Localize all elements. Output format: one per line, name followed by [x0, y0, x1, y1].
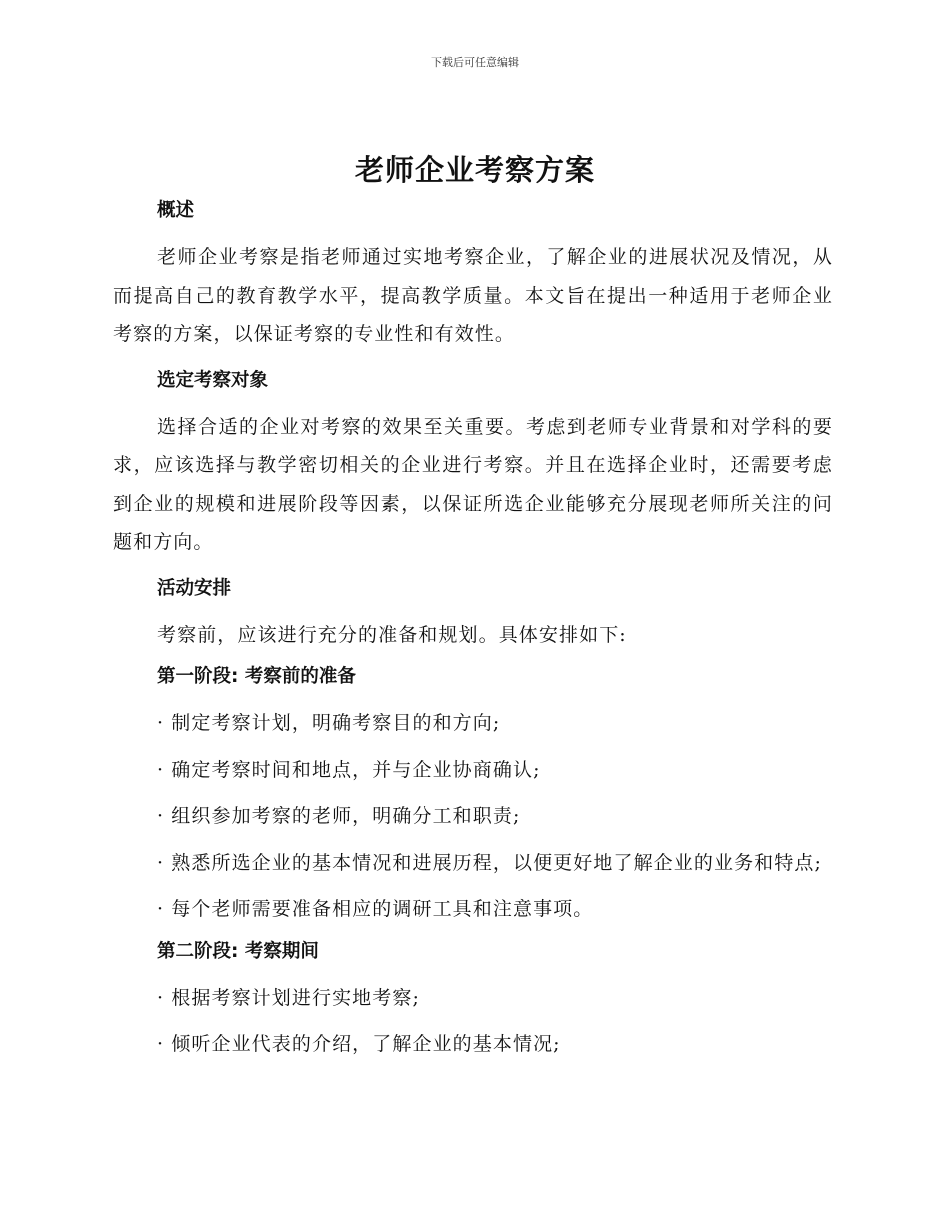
section-heading-stage2: 第二阶段: 考察期间: [157, 940, 319, 962]
section-heading-selection: 选定考察对象: [157, 369, 269, 391]
overview-paragraph: 老师企业考察是指老师通过实地考察企业，了解企业的进展状况及情况，从而提高自己的教育教学水平，提高教学质量。本文旨在提出一种适用于老师企业考察的方案，以保证考察的专业性和有效性。: [113, 246, 833, 345]
document-title: 老师企业考察方案: [354, 153, 595, 187]
section-heading-overview: 概述: [157, 200, 195, 221]
selection-paragraph: 选择合适的企业对考察的效果至关重要。考虑到老师专业背景和对学科的要求，应该选择与教学密切相关的企业进行考察。并且在选择企业时，还需要考虑到企业的规模和进展阶段等因素，以保证所选企业能够充分展现老师所关注的问题和方向。: [113, 415, 833, 553]
document-body: [113, 196, 833, 1072]
header-note: 下载后可任意编辑: [431, 56, 519, 69]
section-heading-activities: 活动安排: [157, 577, 232, 599]
list-item: · 熟悉所选企业的基本情况和进展历程，以便更好地了解企业的业务和特点;: [157, 851, 822, 874]
list-item: · 确定考察时间和地点，并与企业协商确认;: [157, 758, 541, 781]
list-item: · 制定考察计划，明确考察目的和方向;: [157, 712, 501, 734]
section-heading-stage1: 第一阶段: 考察前的准备: [157, 666, 356, 687]
list-item: · 每个老师需要准备相应的调研工具和注意事项。: [157, 898, 594, 920]
list-item: · 组织参加考察的老师，明确分工和职责;: [157, 805, 521, 827]
activities-intro: 考察前，应该进行充分的准备和规划。具体安排如下:: [157, 623, 627, 646]
list-item: · 倾听企业代表的介绍，了解企业的基本情况;: [157, 1033, 561, 1055]
list-item: · 根据考察计划进行实地考察;: [157, 986, 420, 1009]
